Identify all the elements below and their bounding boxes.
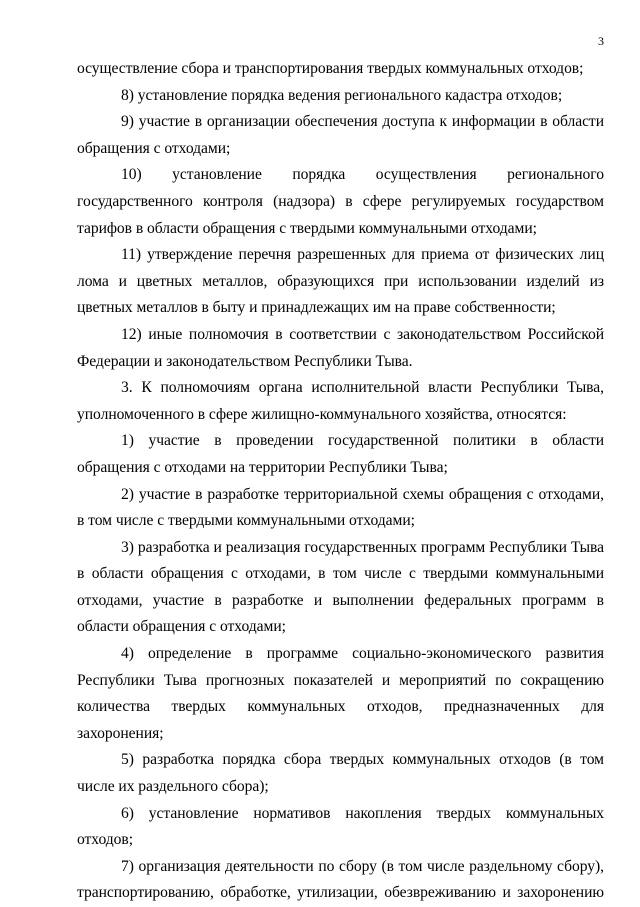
paragraph-item-8: 8) установление порядка ведения регионального кадастра отходов; (121, 86, 563, 104)
paragraph-item-2: 2) участие в разработке территориальной схемы обращения с отходами, в том числе с твердыми коммунальными отходами; (77, 485, 604, 530)
paragraph-item-1: 1) участие в проведении государственной политики в области обращения с отходами на территории Республики Тыва; (77, 432, 604, 476)
paragraph-item-4: 4) определение в программе социально-экономического развития Республики Тыва прогнозных показателей и мероприятий по сокращению количества твердых коммунальных отходов, предназначенных для захоронения; (77, 645, 604, 742)
paragraph-item-11: 11) утверждение перечня разрешенных для приема от физических лиц лома и цветных металлов, образующихся при использовании изделий из цветных металлов в быту и принадлежащих им на праве собственности; (77, 246, 604, 317)
paragraph-item-3: 3) разработка и реализация государственных программ Республики Тыва в области обращения с отходами, в том числе с твердыми коммунальными отходами, участие в разработке и выполнении федеральных программ в области обращения с отходами; (77, 538, 604, 636)
paragraph-continuation: осуществление сбора и транспортирования твердых коммунальных отходов; (77, 60, 584, 77)
paragraph-item-6: 6) установление нормативов накопления твердых коммунальных отходов; (77, 804, 604, 849)
paragraph-item-7: 7) организация деятельности по сбору (в том числе раздельному сбору), транспортированию, обработке, утилизации, обезвреживанию и захоронению (77, 857, 604, 902)
paragraph-item-12: 12) иные полномочия в соответствии с законодательством Российской Федерации и законодательством Республики Тыва. (77, 325, 604, 370)
paragraph-item-9: 9) участие в организации обеспечения доступа к информации в области обращения с отходами; (77, 113, 604, 157)
paragraph-item-10: 10) установление порядка осуществления регионального государственного контроля (надзора) в сфере регулируемых государством тарифов в области обращения с твердыми коммунальными отходами; (77, 166, 604, 237)
paragraph-item-5: 5) разработка порядка сбора твердых коммунальных отходов (в том числе их раздельного сбора); (77, 751, 604, 796)
paragraph-section-3: 3. К полномочиям органа исполнительной власти Республики Тыва, уполномоченного в сфере жилищно-коммунального хозяйства, относятся: (77, 379, 604, 423)
page-number: 3 (598, 34, 604, 48)
document-body (77, 56, 604, 907)
